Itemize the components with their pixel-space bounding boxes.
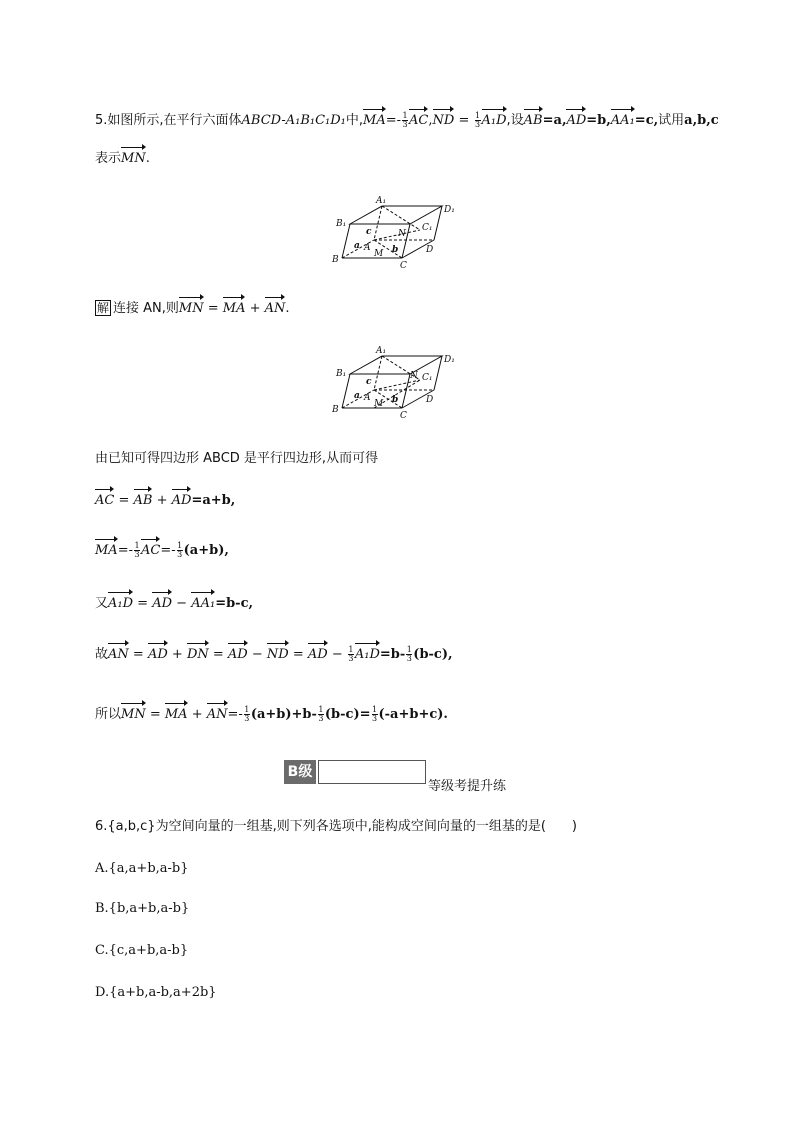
label-a: A <box>364 243 371 253</box>
solution-line5: 又A₁D = AD − AA₁=b-c, <box>95 596 254 611</box>
section-b-tag: B级 <box>284 760 316 784</box>
problem6-option-d: D.{a+b,a-b,a+2b} <box>95 985 217 1000</box>
svg-text:a: a <box>354 391 360 401</box>
label-m: M <box>374 249 384 259</box>
svg-text:A: A <box>364 393 371 403</box>
parallelepiped-figure-2 <box>330 342 470 424</box>
vec-ma: MA <box>363 113 386 128</box>
vec-ad: AD <box>566 113 587 128</box>
svg-text:C: C <box>400 411 407 421</box>
vec-ac: AC <box>409 113 429 128</box>
svg-text:c: c <box>366 377 372 387</box>
label-c: C <box>400 261 407 271</box>
solution-line4: MA=- $\frac{1}{3}$ AC=- $\frac{1}{3}$ (a+b), <box>95 541 229 559</box>
vec-a1d: A₁D <box>481 113 507 128</box>
svg-text:N: N <box>410 371 418 381</box>
label-n: N <box>398 229 406 239</box>
svg-text:B₁: B₁ <box>336 369 347 379</box>
parallelepiped-figure-1 <box>330 192 470 274</box>
solution-line7: 所以MN = MA + AN=- $\frac{1}{3}$ (a+b)+b- $\frac{1}{3}$ (b-c)= $\frac{1}{3}$ (-a+b+c). <box>95 705 448 723</box>
problem6-option-b: B.{b,a+b,a-b} <box>95 901 190 916</box>
set-text: ,设 <box>506 113 524 128</box>
label-b: B <box>332 255 339 265</box>
solution-line1: 解 连接 AN,则MN = MA + AN. <box>97 301 290 316</box>
line2-prefix: 表示 <box>95 151 122 166</box>
label-b1: B₁ <box>336 219 347 229</box>
problem5-line1 <box>95 112 719 130</box>
label-a1: A₁ <box>376 196 387 206</box>
frac-2: $\frac{1}{3}$ <box>474 111 481 129</box>
solution-line6: 故AN = AD + DN = AD − ND = AD − $\frac{1}{3}$ A₁D=b- $\frac{1}{3}$ (b-c), <box>95 645 453 663</box>
label-d1: D₁ <box>444 205 455 215</box>
svg-text:b: b <box>392 395 399 405</box>
vec-ab: AB <box>523 113 543 128</box>
body-name: ABCD-A₁B₁C₁D₁ <box>241 113 346 128</box>
frac-1: $\frac{1}{3}$ <box>402 111 408 129</box>
abc: a,b,c <box>684 113 719 128</box>
vec-nd: ND <box>432 113 455 128</box>
label-vec-b: b <box>392 245 399 255</box>
solution-badge: 解 <box>97 301 110 315</box>
label-vec-c: c <box>366 227 372 237</box>
svg-text:C₁: C₁ <box>422 373 433 383</box>
svg-text:M: M <box>374 399 384 409</box>
svg-text:A₁: A₁ <box>376 346 387 356</box>
is-c: =c, <box>634 113 659 128</box>
eq1: =- <box>385 113 402 128</box>
vec-aa1: AA₁ <box>610 113 635 128</box>
problem6-option-a: A.{a,a+b,a-b} <box>95 861 189 876</box>
section-b-box <box>318 760 426 784</box>
svg-text:D: D <box>426 395 434 405</box>
label-vec-a: a <box>354 241 360 251</box>
eq2: = <box>454 113 474 128</box>
section-b-title: 等级考提升练 <box>428 779 507 794</box>
is-b: =b, <box>586 113 611 128</box>
line2-suffix: . <box>145 151 150 166</box>
in-text: 中, <box>345 113 364 128</box>
svg-text:D₁: D₁ <box>444 355 455 365</box>
comma1: , <box>428 113 433 128</box>
label-d: D <box>426 245 434 255</box>
problem5-line2 <box>95 150 150 168</box>
solution-line3: AC = AB + AD=a+b, <box>95 493 236 508</box>
vec-mn: MN <box>121 151 146 166</box>
svg-text:B: B <box>332 405 339 415</box>
problem6-stem: 6.{a,b,c}为空间向量的一组基,则下列各选项中,能构成空间向量的一组基的是( ) <box>95 819 577 834</box>
problem6-option-c: C.{c,a+b,a-b} <box>95 943 189 958</box>
problem5-intro: 5.如图所示,在平行六面体 <box>95 113 242 128</box>
label-c1: C₁ <box>422 223 433 233</box>
solution-line2: 由已知可得四边形 ABCD 是平行四边形,从而可得 <box>95 451 379 466</box>
is-a: =a, <box>542 113 567 128</box>
try-text: 试用 <box>658 113 685 128</box>
